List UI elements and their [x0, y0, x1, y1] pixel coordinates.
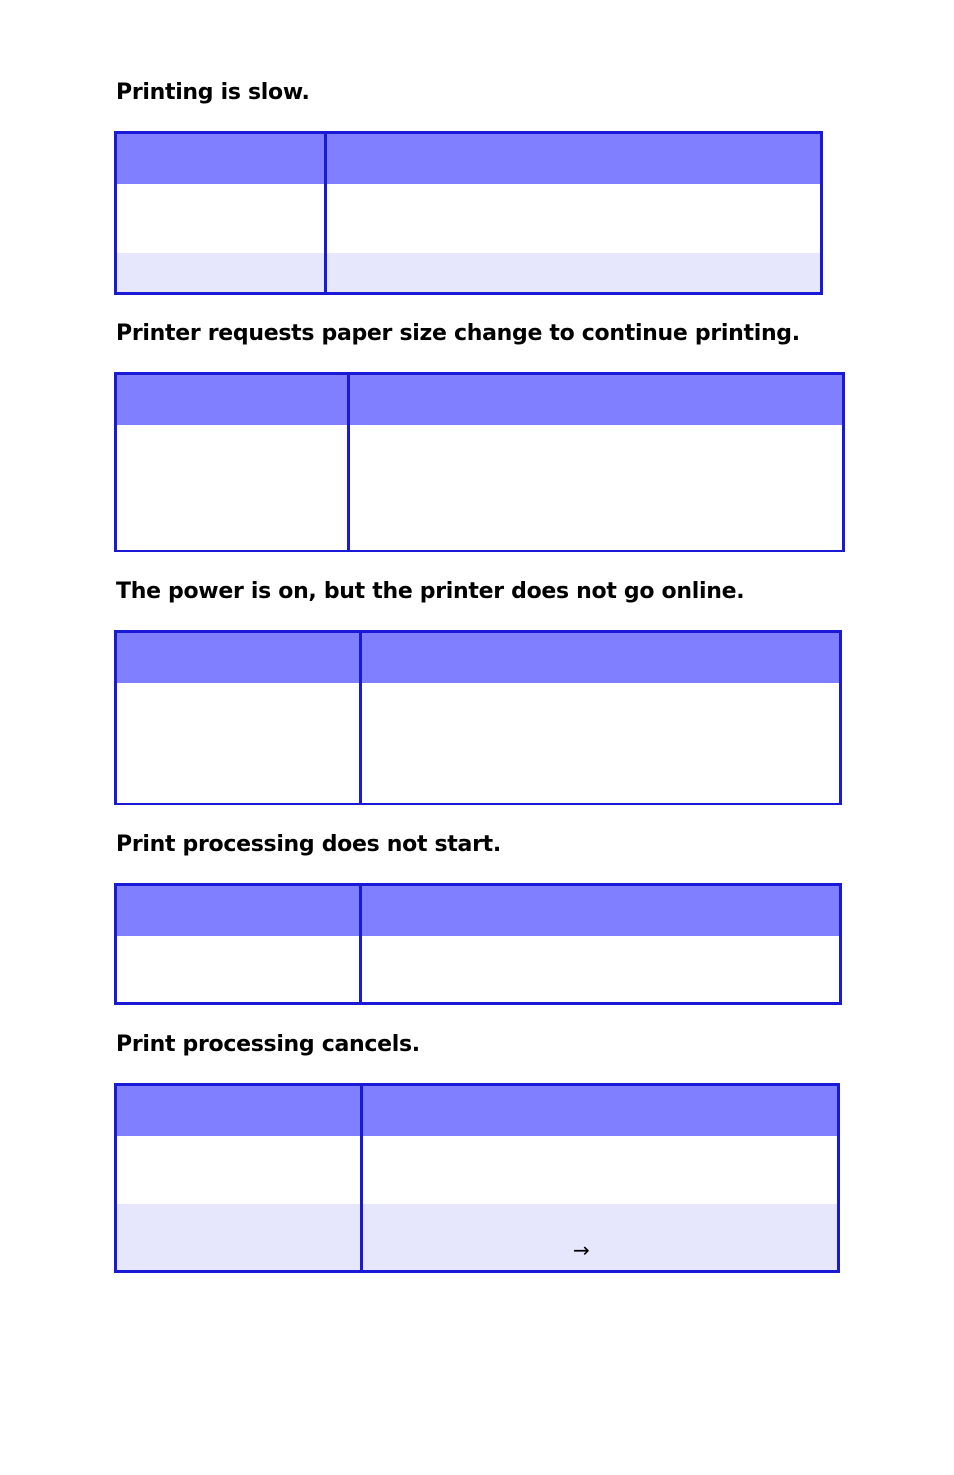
- table-header-row: [117, 1086, 837, 1136]
- table-row: [117, 425, 842, 550]
- table-header-row: [117, 886, 839, 936]
- table-row: [117, 184, 820, 252]
- table-row: [117, 936, 839, 1002]
- table-header-row: [117, 375, 842, 425]
- column-divider: [324, 134, 327, 292]
- section-title-printer-not-online: The power is on, but the printer does not go online.: [116, 579, 745, 604]
- troubleshooting-table-printing-slow: [114, 131, 823, 295]
- table-row: [117, 1136, 837, 1203]
- table-row: [117, 683, 839, 803]
- section-title-processing-not-start: Print processing does not start.: [116, 832, 501, 857]
- right-arrow-icon: →: [573, 1238, 590, 1262]
- column-divider: [347, 375, 350, 550]
- column-divider: [359, 633, 362, 803]
- column-divider: [359, 886, 362, 1002]
- table-header-row: [117, 134, 820, 184]
- section-title-processing-cancels: Print processing cancels.: [116, 1032, 420, 1057]
- column-divider: [360, 1086, 363, 1270]
- table-header-row: [117, 633, 839, 683]
- table-row: [117, 253, 820, 292]
- troubleshooting-table-paper-size-change: [114, 372, 845, 552]
- troubleshooting-table-processing-not-start: [114, 883, 842, 1005]
- troubleshooting-table-printer-not-online: [114, 630, 842, 805]
- troubleshooting-table-processing-cancels: [114, 1083, 840, 1273]
- section-title-printing-slow: Printing is slow.: [116, 80, 310, 105]
- section-title-paper-size-change: Printer requests paper size change to continue printing.: [116, 321, 800, 346]
- table-row: [117, 1204, 837, 1270]
